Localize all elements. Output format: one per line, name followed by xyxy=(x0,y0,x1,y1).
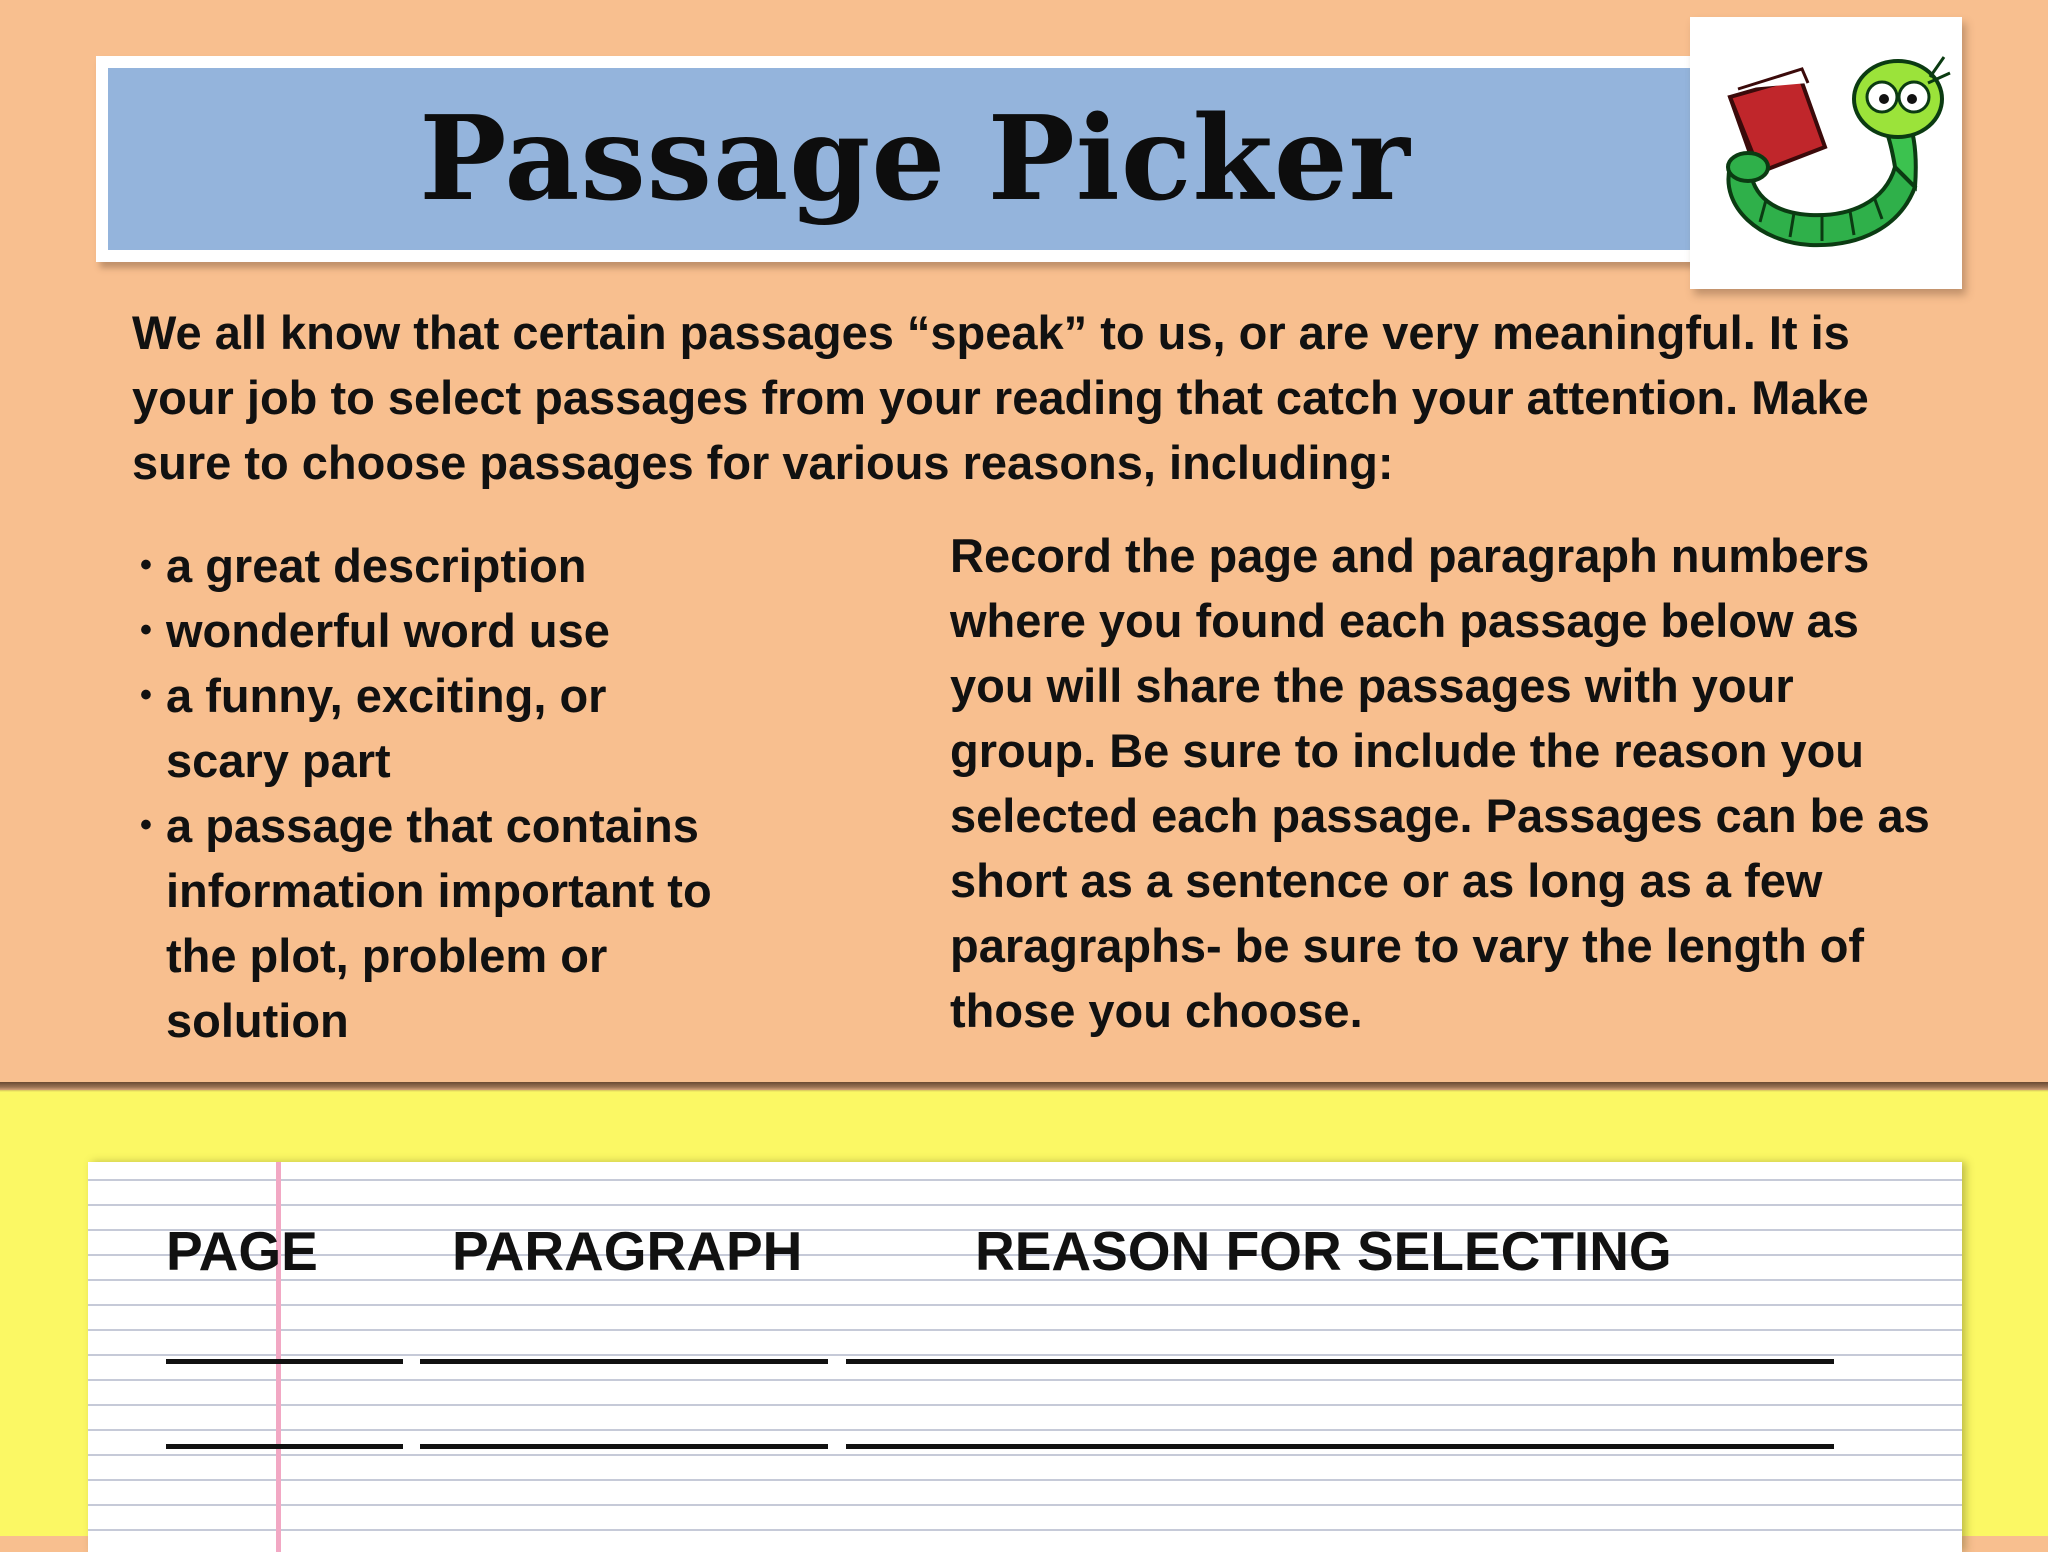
page-blank-line[interactable] xyxy=(166,1359,403,1364)
bullet-icon: • xyxy=(140,806,152,844)
reasons-list xyxy=(138,533,758,1053)
reason-text: a funny, exciting, or scary part xyxy=(166,669,607,787)
paragraph-blank-line[interactable] xyxy=(420,1359,828,1364)
bullet-icon: • xyxy=(140,676,152,714)
intro-paragraph: We all know that certain passages “speak” to us, or are very meaningful. It is your job to select passages from your reading that catch your attention. Make sure to choose passages for various reasons, including: xyxy=(132,306,1869,489)
list-item xyxy=(138,533,758,598)
bullet-icon: • xyxy=(140,546,152,584)
reason-text: a great description xyxy=(166,539,587,592)
page-title: Passage Picker xyxy=(419,91,1411,227)
column-header-paragraph: PARAGRAPH xyxy=(452,1220,803,1282)
reason-blank-line[interactable] xyxy=(846,1359,1834,1364)
list-item xyxy=(138,663,636,793)
reason-blank-line[interactable] xyxy=(846,1444,1834,1449)
bookworm-reading-icon xyxy=(1690,17,1962,289)
title-bar xyxy=(108,68,1696,250)
page-blank-line[interactable] xyxy=(166,1444,403,1449)
title-banner xyxy=(96,56,1708,262)
reason-text: wonderful word use xyxy=(166,604,610,657)
list-item xyxy=(138,598,758,663)
list-item xyxy=(138,793,758,1053)
paragraph-blank-line[interactable] xyxy=(420,1444,828,1449)
column-header-reason: REASON FOR SELECTING xyxy=(975,1220,1672,1282)
instructions-paragraph: Record the page and paragraph numbers where you found each passage below as you will share the passages with your group. Be sure to include the reason you selected each passage. Passages can be as short as a sentence or as long as a few paragraphs- be sure to vary the length of those you choose. xyxy=(950,529,1930,1037)
reason-text: a passage that contains information important to the plot, problem or solution xyxy=(166,799,712,1047)
section-divider xyxy=(0,1082,2048,1092)
column-header-page: PAGE xyxy=(166,1220,318,1282)
bullet-icon: • xyxy=(140,611,152,649)
bookworm-picture xyxy=(1690,17,1962,289)
